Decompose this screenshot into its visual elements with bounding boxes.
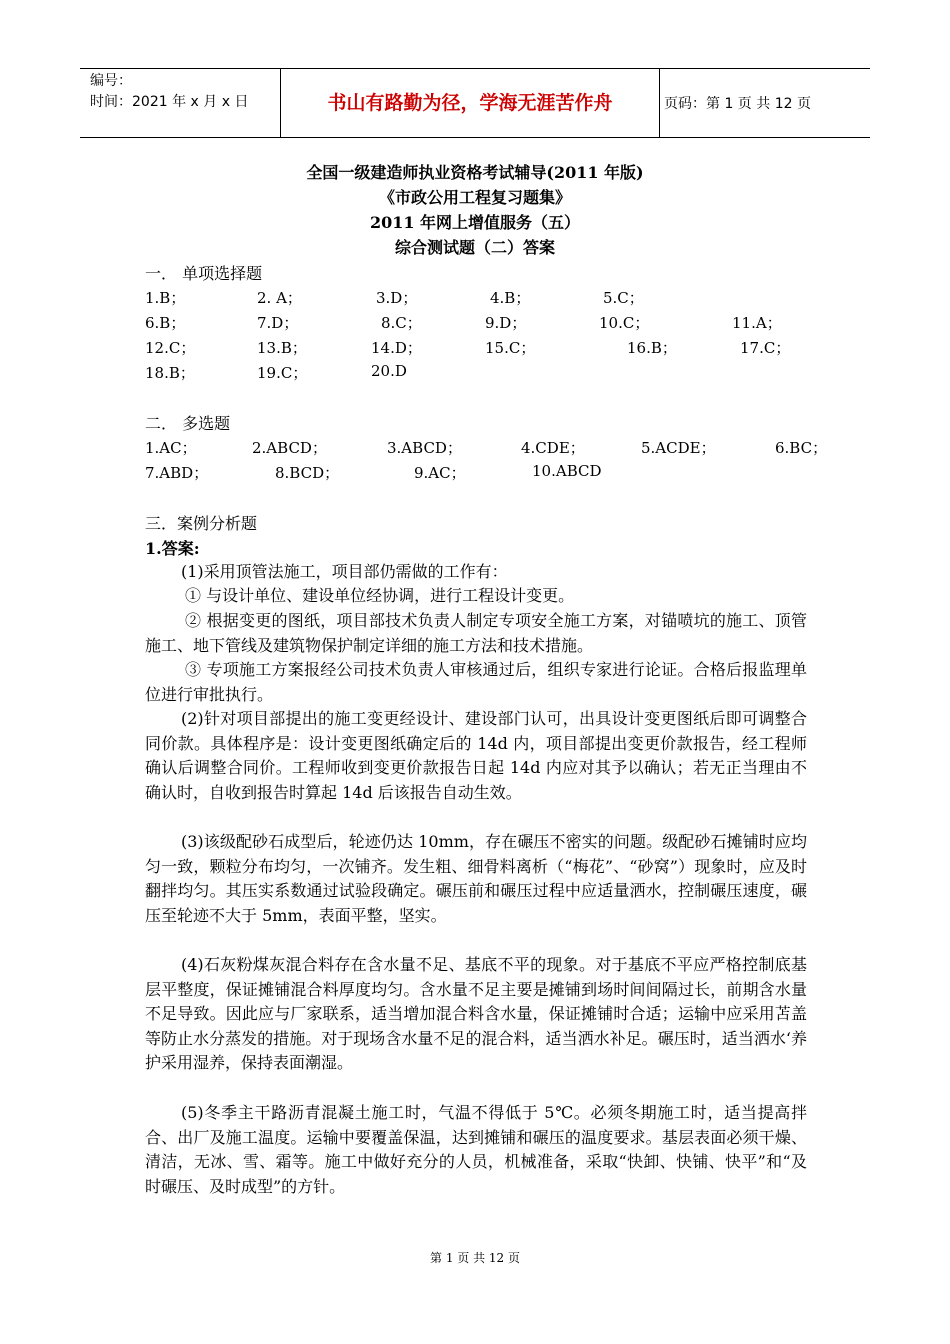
section-case-heading: 三．案例分析题 bbox=[145, 514, 258, 533]
answer-item: 18.B； bbox=[145, 364, 195, 382]
answer-item: 1.AC； bbox=[145, 439, 197, 457]
answer-item: 19.C； bbox=[257, 364, 308, 382]
answer-item: 2. A； bbox=[257, 289, 302, 307]
answer-paragraph-2: (2)针对项目部提出的施工变更经设计、建设部门认可，出具设计变更图纸后即可调整合同价款。具体程序是：设计变更图纸确定后的 14d 内，项目部提出变更价款报告，经工程师确认后调整合同价。工程师收到变更价款报告日起 14d 内应对其予以确认；若无正当理由不确认时，自收到报告时算起 14d 后该报告自动生效。 bbox=[145, 709, 807, 802]
answer-item: 15.C； bbox=[485, 339, 536, 357]
answer-item: 14.D； bbox=[371, 339, 422, 357]
answer-paragraph-1a: ① 与设计单位、建设单位经协调，进行工程设计变更。 bbox=[185, 586, 575, 605]
answer-item: 1.B； bbox=[145, 289, 186, 307]
answer-item: 7.D； bbox=[257, 314, 299, 332]
answer-item: 7.ABD； bbox=[145, 464, 209, 482]
answer-item: 10.ABCD bbox=[532, 462, 602, 480]
answer-item: 5.ACDE； bbox=[641, 439, 716, 457]
answer-paragraph-1: (1)采用顶管法施工，项目部仍需做的工作有： bbox=[181, 562, 508, 581]
answer-item: 3.D； bbox=[376, 289, 418, 307]
answer-item: 6.B； bbox=[145, 314, 186, 332]
number-label: 编号： bbox=[90, 73, 132, 89]
doc-title-1: 全国一级建造师执业资格考试辅导(2011 年版) bbox=[306, 163, 644, 182]
answer-item: 8.BCD； bbox=[275, 464, 340, 482]
page-header bbox=[80, 68, 870, 138]
answer-item: 10.C； bbox=[599, 314, 650, 332]
answer-paragraph-3: (3)该级配砂石成型后，轮迹仍达 10mm，存在碾压不密实的问题。级配砂石摊铺时应均匀一致，颗粒分布均匀，一次铺齐。发生粗、细骨料离析（“梅花”、“砂窝”）现象时，应及时翻拌均匀。其压实系数通过试验段确定。碾压前和碾压过程中应适量洒水，控制碾压速度，碾压至轮迹不大于 5mm，表面平整，坚实。 bbox=[145, 832, 807, 925]
answer-item: 11.A； bbox=[732, 314, 782, 332]
answer-item: 5.C； bbox=[603, 289, 644, 307]
header-page-info: 页码：第 1 页 共 12 页 bbox=[664, 96, 811, 112]
answer-item: 9.D； bbox=[485, 314, 527, 332]
answer-item: 16.B； bbox=[627, 339, 677, 357]
answer-item: 12.C； bbox=[145, 339, 196, 357]
answer-item: 4.CDE； bbox=[521, 439, 585, 457]
answer-item: 6.BC； bbox=[775, 439, 828, 457]
header-motto: 书山有路勤为径，学海无涯苦作舟 bbox=[280, 69, 660, 137]
answer-paragraph-5: (5)冬季主干路沥青混凝土施工时，气温不得低于 5℃。必须冬期施工时，适当提高拌合、出厂及施工温度。运输中要覆盖保温，达到摊铺和碾压的温度要求。基层表面必须干燥、清洁，无冰、雪、霜等。施工中做好充分的人员，机械准备，采取“快卸、快铺、快平”和“及时碾压、及时成型”的方针。 bbox=[145, 1103, 807, 1196]
answer-item: 2.ABCD； bbox=[252, 439, 327, 457]
answer-item: 9.AC； bbox=[414, 464, 466, 482]
date-label: 时间：2021 年 x 月 x 日 bbox=[90, 94, 249, 110]
answer-paragraph-1c: ③ 专项施工方案报经公司技术负责人审核通过后，组织专家进行论证。合格后报监理单位进行审批执行。 bbox=[145, 660, 807, 704]
answer-item: 13.B； bbox=[257, 339, 307, 357]
answer-item: 4.B； bbox=[490, 289, 531, 307]
answer-item: 3.ABCD； bbox=[387, 439, 462, 457]
doc-title-3: 2011 年网上增值服务（五） bbox=[369, 213, 581, 232]
doc-title-2: 《市政公用工程复习题集》 bbox=[378, 188, 571, 207]
answer-item: 20.D bbox=[371, 362, 407, 380]
answer-label: 1.答案: bbox=[145, 539, 200, 558]
answer-item: 8.C； bbox=[381, 314, 422, 332]
header-meta bbox=[80, 69, 280, 137]
answer-item: 17.C； bbox=[740, 339, 791, 357]
section-single-choice-heading: 一． 单项选择题 bbox=[145, 264, 263, 283]
page-footer: 第 1 页 共 12 页 bbox=[430, 1251, 520, 1265]
answer-paragraph-4: (4)石灰粉煤灰混合料存在含水量不足、基底不平的现象。对于基底不平应严格控制底基层平整度，保证摊铺混合料厚度均匀。含水量不足主要是摊铺到场时间间隔过长，前期含水量不足导致。因此应与厂家联系，适当增加混合料含水量，保证摊铺时合适；运输中应采用苫盖等防止水分蒸发的措施。对于现场含水量不足的混合料，适当洒水补足。碾压时，适当洒水‘养护采用湿养，保持表面潮湿。 bbox=[145, 955, 807, 1072]
section-multi-choice-heading: 二． 多选题 bbox=[145, 414, 231, 433]
answer-paragraph-1b: ② 根据变更的图纸，项目部技术负责人制定专项安全施工方案，对锚喷坑的施工、顶管施工、地下管线及建筑物保护制定详细的施工方法和技术措施。 bbox=[145, 611, 807, 655]
doc-title-4: 综合测试题（二）答案 bbox=[394, 238, 555, 257]
